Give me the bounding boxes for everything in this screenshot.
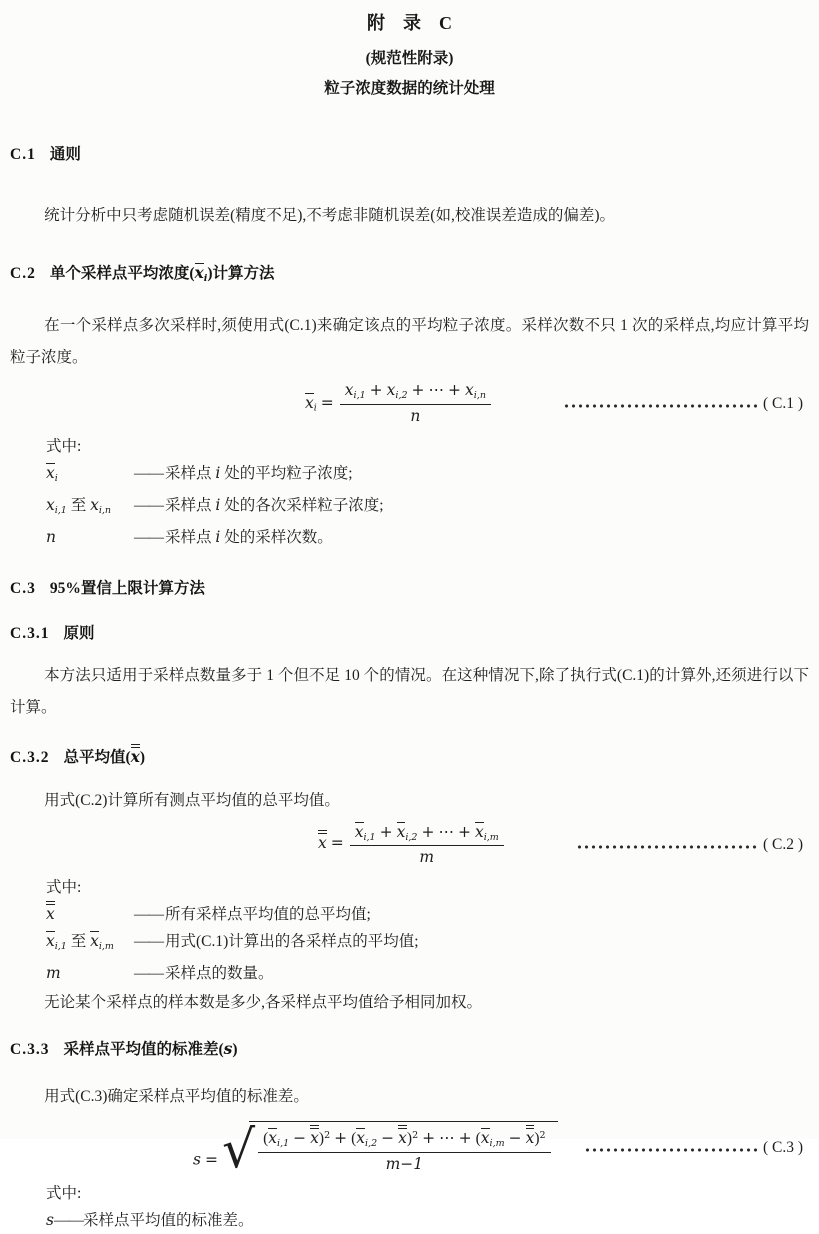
definition-text: 采样点的数量。 [165,964,274,982]
definition-text: 所有采样点平均值的总平均值; [165,905,371,923]
formula-c3-expression: s = √ $\frac{(x_{i,1} - x)^2 + (x_{i,2} - x)^2 + \cdots + (x_{i,m} - x)^2}{m-1}$ [193,1121,558,1174]
formula-c3 [193,1119,809,1180]
definition-text: 采样点平均值的标准差。 [82,1212,254,1229]
definition-row: $x_{i,1}$ 至 $x_{i,n}$ —— 采样点 i 处的各次采样粒子浓度; [46,492,809,524]
symbol-xdoublebar: x [46,901,134,928]
radical-sign: √ [221,1120,256,1180]
paragraph-c31: 本方法只适用于采样点数量多于 1 个但不足 10 个的情况。在这种情况下,除了执行式(C.1)的计算外,还须进行以下计算。 [10,666,809,716]
paragraph-c33: 用式(C.3)确定采样点平均值的标准差。 [44,1088,309,1105]
section-heading-c31 [10,622,809,645]
formula-c2-label: ( C.2 ) [762,836,803,854]
formula-c3-label: ( C.3 ) [762,1139,803,1157]
symbol-xi1-to-xin: $x_{i,1}$ 至 $x_{i,n}$ [46,496,112,516]
definition-text: 采样点 i 处的平均粒子浓度; [165,464,353,482]
formula-c2 [318,819,809,871]
paragraph-c1: 统计分析中只考虑随机误差(精度不足),不考虑非随机误差(如,校准误差造成的偏差)。 [44,206,615,224]
section-number: C.3.3 [10,1040,50,1058]
symbol-m: m [46,963,61,982]
symbol-n: n [46,528,56,546]
definition-text: 采样点 i 处的各次采样粒子浓度; [165,496,384,514]
section-number: C.3.1 [10,625,50,643]
definition-text: 采样点 i 处的采样次数。 [165,528,333,546]
xdoublebar-symbol: x [131,744,140,766]
section-title: 通则 [49,145,81,163]
section-title: 原则 [63,625,95,643]
title-block [10,10,809,101]
dot-leader [563,401,759,411]
section-title: 总平均值(x) [63,744,145,769]
where-label: 式中: [46,878,82,896]
dot-leader [576,842,759,852]
definition-row: m —— 采样点的数量。 [46,960,809,987]
definition-row: x —— 所有采样点平均值的总平均值; [46,901,809,928]
section-heading-c3 [10,577,809,600]
section-number: C.3.2 [10,748,50,766]
section-number: C.3 [10,580,36,597]
paragraph-c32: 用式(C.2)计算所有测点平均值的总平均值。 [44,791,340,809]
where-label: 式中: [46,438,82,455]
symbol-xbar-i: $x_i$ [46,464,58,484]
section-number: C.1 [10,145,36,163]
definition-row: n —— 采样点 i 处的采样次数。 [46,524,809,551]
formula-c1 [305,378,809,430]
formula-c1-expression: $x_i$ = $\frac{x_{i,1} + x_{i,2} + \cdots + x_{i,n}}{n}$ [305,381,493,426]
definition-row-s: s——采样点平均值的标准差。 [46,1211,254,1229]
section-title: 采样点平均值的标准差(s) [63,1038,238,1058]
section-number: C.2 [10,264,36,282]
where-label: 式中: [46,1185,82,1202]
formula-c1-label: ( C.1 ) [762,395,803,413]
definition-row: $x_{i,1}$ 至 $x_{i,m}$ —— 用式(C.1)计算出的各采样点的平均值; [46,928,809,960]
section-heading-c1 [10,143,809,166]
s-symbol: s [223,1038,233,1058]
dot-leader [584,1145,759,1155]
paragraph-c2: 在一个采样点多次采样时,须使用式(C.1)来确定该点的平均粒子浓度。采样次数不只 1 次的采样点,均应计算平均粒子浓度。 [10,317,809,366]
paragraph-c32-note: 无论某个采样点的样本数是多少,各采样点平均值给予相同加权。 [44,993,482,1011]
appendix-subtitle: (规范性附录) [365,50,454,67]
appendix-title: 附 录 C [367,13,452,33]
section-heading-c33 [10,1037,809,1061]
xbar-i-symbol: x [194,262,204,282]
section-title: 95%置信上限计算方法 [49,580,205,597]
section-heading-c32 [10,744,809,769]
section-heading-c2 [10,262,809,286]
symbol-xbari1-to-xbarim: $x_{i,1}$ 至 $x_{i,m}$ [46,931,114,952]
definition-row: $x_i$ —— 采样点 i 处的平均粒子浓度; [46,460,809,492]
section-title: 单个采样点平均浓度$(x_i)$计算方法 [49,262,275,284]
definition-text: 用式(C.1)计算出的各采样点的平均值; [165,932,419,950]
appendix-topic: 粒子浓度数据的统计处理 [324,80,495,98]
symbol-s: s [46,1211,54,1229]
formula-c2-expression: x = $\frac{x_{i,1} + x_{i,2} + \cdots + x_{i,m}}{m}$ [318,822,506,868]
